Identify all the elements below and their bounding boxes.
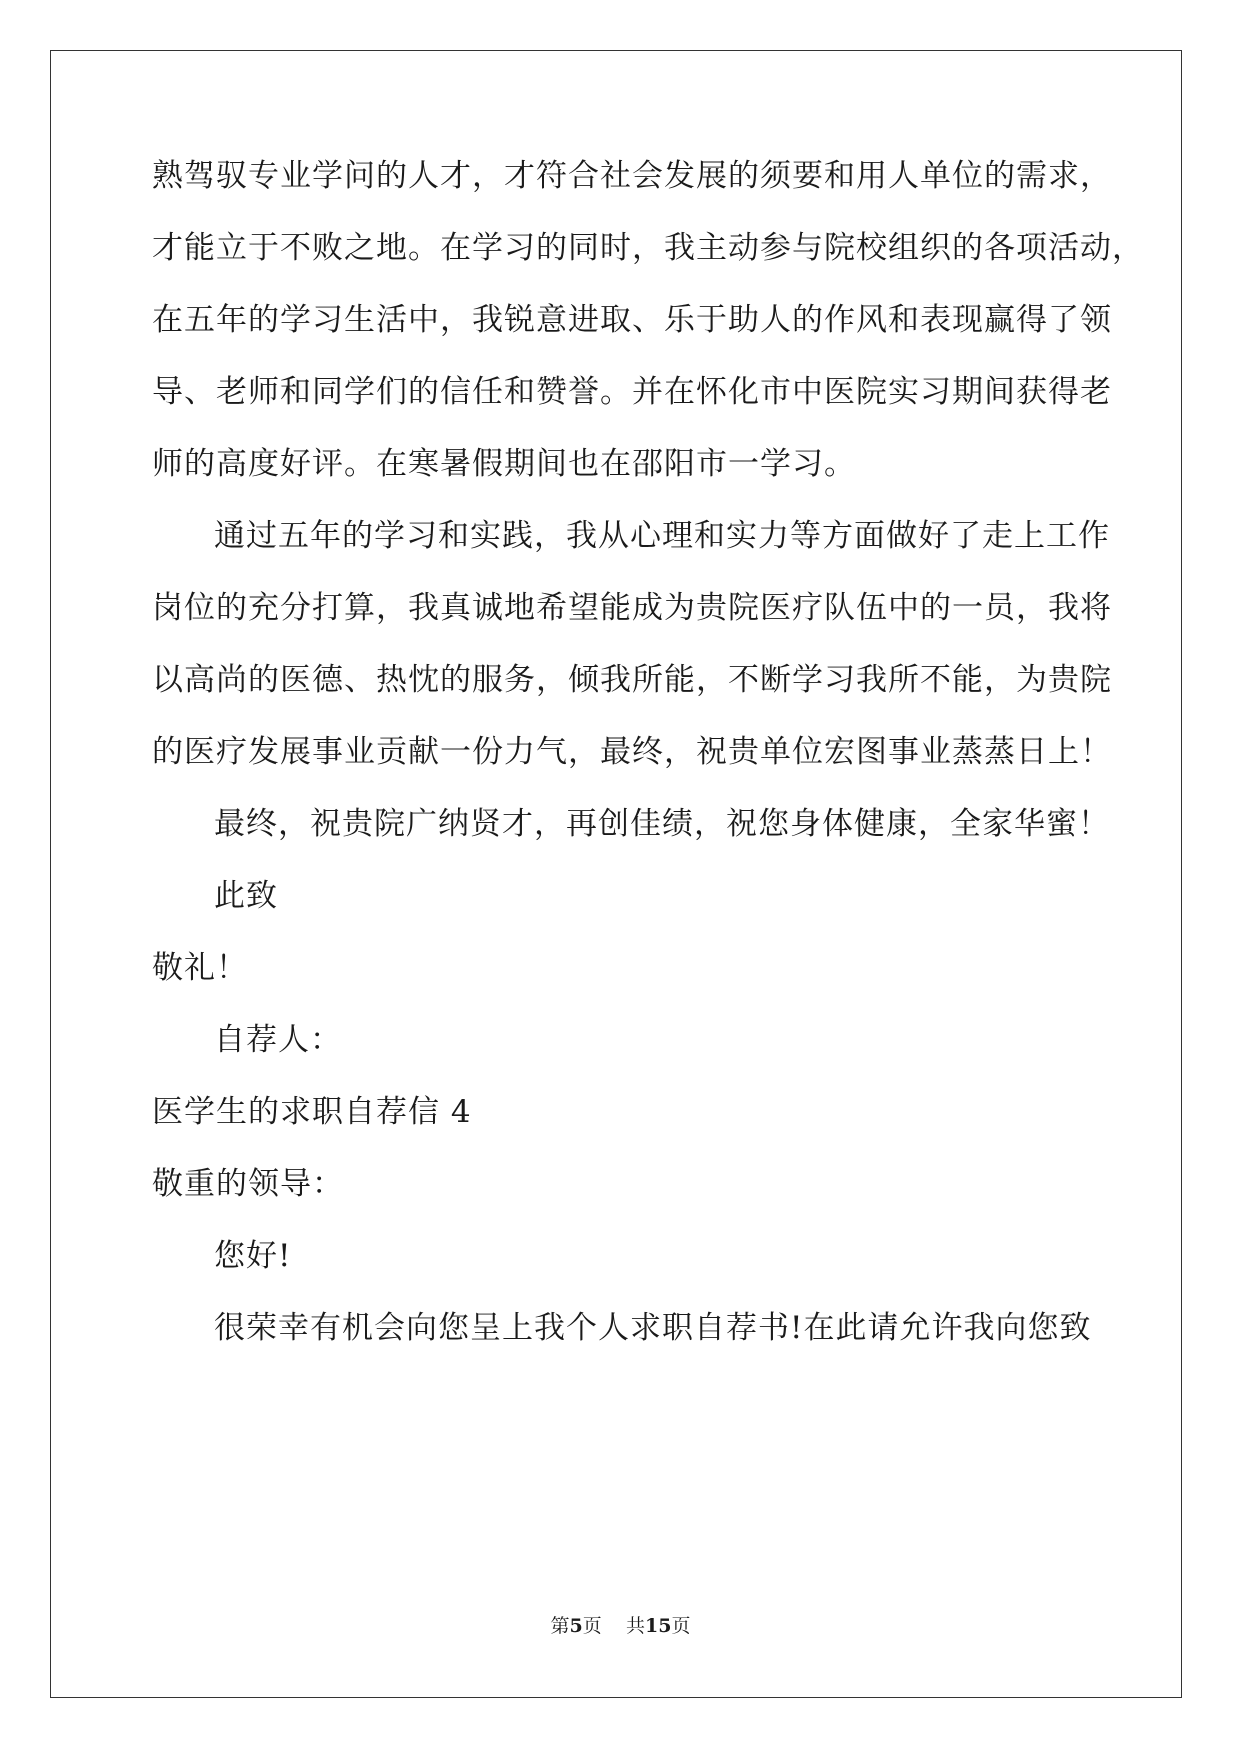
footer-page-suffix: 页 — [582, 1615, 602, 1637]
footer-page-number: 5 — [569, 1615, 583, 1637]
page-border — [50, 50, 1182, 1698]
footer-total-suffix: 页 — [671, 1615, 691, 1637]
body-line: 的医疗发展事业贡献一份力气，最终，祝贵单位宏图事业蒸蒸日上！ — [152, 734, 1112, 770]
greeting-recipient: 敬重的领导： — [152, 1166, 344, 1202]
closing-line: 此致 — [214, 878, 278, 914]
body-line: 以高尚的医德、热忱的服务，倾我所能，不断学习我所不能，为贵院 — [152, 662, 1112, 698]
section-title: 医学生的求职自荐信 4 — [152, 1094, 472, 1130]
page-footer — [0, 1614, 1241, 1638]
closing-salute: 敬礼！ — [152, 950, 248, 986]
body-line: 很荣幸有机会向您呈上我个人求职自荐书!在此请允许我向您致 — [214, 1310, 1092, 1346]
greeting: 您好! — [214, 1238, 292, 1274]
footer-total-pages: 15 — [644, 1615, 672, 1637]
body-line: 导、老师和同学们的信任和赞誉。并在怀化市中医院实习期间获得老 — [152, 374, 1112, 410]
body-line: 最终，祝贵院广纳贤才，再创佳绩，祝您身体健康，全家华蜜！ — [214, 806, 1110, 842]
footer-total-prefix: 共 — [625, 1615, 645, 1637]
body-line: 才能立于不败之地。在学习的同时，我主动参与院校组织的各项活动， — [152, 230, 1144, 266]
body-line: 师的高度好评。在寒暑假期间也在邵阳市一学习。 — [152, 446, 856, 482]
body-line: 岗位的充分打算，我真诚地希望能成为贵院医疗队伍中的一员，我将 — [152, 590, 1112, 626]
footer-prefix: 第 — [550, 1615, 570, 1637]
body-line: 熟驾驭专业学问的人才，才符合社会发展的须要和用人单位的需求， — [152, 158, 1112, 194]
body-line: 通过五年的学习和实践，我从心理和实力等方面做好了走上工作 — [214, 518, 1110, 554]
signature-label: 自荐人： — [214, 1022, 342, 1058]
body-line: 在五年的学习生活中，我锐意进取、乐于助人的作风和表现赢得了领 — [152, 302, 1112, 338]
